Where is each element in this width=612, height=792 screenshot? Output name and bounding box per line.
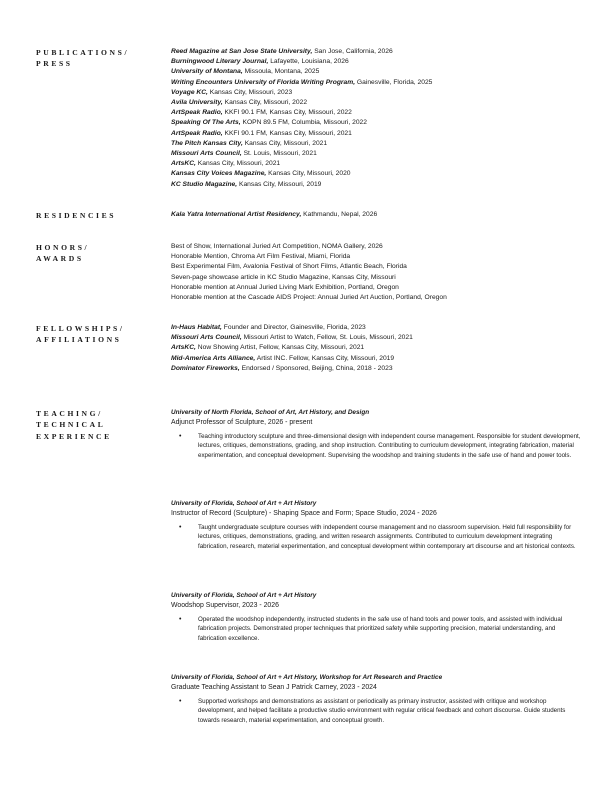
bullet-icon: • [179,524,182,531]
list-item [171,149,581,159]
job-description: • Operated the woodshop independently, instructed students in the safe use of hand tools and power tools, and assisted with individual fabrication projects. Demonstrated proper techniques that prioritized safety while supporting precision, material understanding, and fabrication excellence. [179,616,563,642]
item-venue: KC Studio Magazine, [171,180,238,188]
section-label: RESIDENCIES [36,211,117,220]
list-item [171,323,581,333]
job-organization: University of Florida, School of Art + Art History [171,500,317,507]
job-entry [171,499,581,551]
job-entry [171,591,581,643]
list-item: Best of Show, International Juried Art Competition, NOMA Gallery, 2026 [171,243,383,250]
job-description: • Teaching introductory sculpture and three-dimensional design with independent course management. Responsible for student development, lectures, critiques, demonstrations, grading, and shop instruction. Contributing to curriculum development, integrating fabrication, material experimentation, and conceptual development. Supervising the woodshop and training students in the safe use of hand and power tools. [179,433,581,459]
item-venue: ArtsKC, [171,344,196,352]
residency-list [171,210,581,220]
item-venue: Writing Encounters University of Florida Writing Program, [171,78,356,86]
list-item [171,169,581,179]
item-venue: ArtSpeak Radio, [171,109,223,117]
job-description: • Taught undergraduate sculpture courses with independent course management and no classroom supervision. Held full responsibility for lectures, critiques, demonstrations, grading, and written research assignments. Contributed to curriculum development integrating fabrication, research, material experimentation, and conceptual development within contemporary art discourse and art historical contexts. [179,524,576,550]
list-item [171,47,581,57]
item-detail: Endorsed / Sponsored, Beijing, China, 2018 - 2023 [239,364,393,372]
list-item [171,67,581,77]
item-venue: Voyage KC, [171,88,208,96]
job-role: Graduate Teaching Assistant to Sean J Patrick Carney, 2023 - 2024 [171,684,377,691]
list-item [171,364,581,374]
list-item [171,57,581,67]
item-detail: Missouri Artist to Watch, Fellow, St. Louis, Missouri, 2021 [241,334,413,342]
list-item [171,129,581,139]
list-item: Seven-page showcase article in KC Studio Magazine, Kansas City, Missouri [171,273,396,281]
job-description: • Supported workshops and demonstrations as assistant or periodically as primary instructor, assisted with critique and workshop development, and helped facilitate a productive studio environment with regular critical feedback and cohort discourse. Guide students towards research, material experimentation, and conceptual growth. [179,698,566,724]
item-detail: Kansas City, Missouri, 2019 [237,180,322,188]
bullet-icon: • [179,616,182,623]
item-detail: San Jose, California, 2026 [312,48,393,55]
item-venue: In-Haus Habitat, [171,324,222,331]
list-item [171,180,581,190]
list-item [171,159,581,169]
bullet-icon: • [179,698,182,705]
item-venue: Avila University, [171,99,223,107]
item-venue: Missouri Arts Council, [171,334,242,342]
item-venue: The Pitch Kansas City, [171,139,243,147]
item-venue: ArtsKC, [171,160,196,168]
item-venue: University of Montana, [171,68,243,76]
item-venue: Kansas City Voices Magazine, [171,170,267,178]
item-detail: St. Louis, Missouri, 2021 [241,150,317,158]
list-item [171,118,581,128]
item-venue: Kala Yatra International Artist Residency, [171,211,302,218]
list-item [171,88,581,98]
job-organization: University of Florida, School of Art + Art History, Workshop for Art Research and Practice [171,674,443,681]
job-organization: University of North Florida, School of Art, Art History, and Design [171,409,370,416]
job-role: Woodshop Supervisor, 2023 - 2026 [171,602,279,609]
item-venue: Dominator Fireworks, [171,364,240,372]
list-item: Honorable Mention, Chroma Art Film Festival, Miami, Florida [171,253,351,261]
item-venue: ArtSpeak Radio, [171,129,223,137]
list-item: Honorable mention at the Cascade AIDS Project: Annual Juried Art Auction, Portland, Oregon [171,294,447,302]
list-item [171,354,581,364]
item-venue: Burningwood Literary Journal, [171,58,269,66]
list-item: Best Experimental Film, Avalonia Festival of Short Films, Atlantic Beach, Florida [171,263,407,271]
item-detail: Gainesville, Florida, 2025 [355,78,433,86]
item-venue: Missouri Arts Council, [171,150,242,158]
list-item [171,98,581,108]
item-detail: Kathmandu, Nepal, 2026 [301,211,378,218]
list-item [171,108,581,118]
item-detail: Kansas City, Missouri, 2020 [266,170,351,178]
list-item [171,139,581,149]
item-venue: Speaking Of The Arts, [171,119,241,127]
fellowship-list [171,323,581,374]
job-role: Adjunct Professor of Sculpture, 2026 - present [171,419,313,426]
section-label: TEACHING/ TECHNICAL EXPERIENCE [36,409,112,441]
section-label: PUBLICATIONS/ PRESS [36,48,130,69]
item-detail: Kansas City, Missouri, 2022 [222,99,308,107]
publication-list [171,47,581,190]
item-detail: Artist INC. Fellow, Kansas City, Missouri, 2019 [255,354,395,362]
section-label: HONORS/ AWARDS [36,243,90,264]
item-detail: Now Showing Artist, Fellow, Kansas City, Missouri, 2021 [195,344,365,352]
list-item [171,210,581,220]
bullet-icon: • [179,433,182,440]
item-detail: Missoula, Montana, 2025 [242,68,320,76]
section-label: FELLOWSHIPS/ AFFILIATIONS [36,324,125,345]
list-item [171,78,581,88]
item-detail: KOPN 89.5 FM, Columbia, Missouri, 2022 [240,119,367,127]
item-detail: Founder and Director, Gainesville, Florida, 2023 [221,324,366,331]
item-venue: Mid-America Arts Alliance, [171,354,256,362]
list-item [171,343,581,353]
honors-list [171,242,581,303]
item-detail: Kansas City, Missouri, 2023 [207,88,293,96]
item-venue: Reed Magazine at San Jose State University, [171,48,313,55]
item-detail: Lafayette, Louisiana, 2026 [268,58,349,66]
list-item: Honorable mention at Annual Juried Living Mark Exhibition, Portland, Oregon [171,283,399,291]
item-detail: KKFI 90.1 FM, Kansas City, Missouri, 2022 [222,109,352,117]
list-item [171,333,581,343]
item-detail: Kansas City, Missouri, 2021 [195,160,281,168]
job-entry [171,673,581,725]
job-entry [171,408,581,460]
job-organization: University of Florida, School of Art + Art History [171,592,317,599]
item-detail: Kansas City, Missouri, 2021 [242,139,328,147]
item-detail: KKFI 90.1 FM, Kansas City, Missouri, 2021 [222,129,352,137]
job-role: Instructor of Record (Sculpture) - Shaping Space and Form; Space Studio, 2024 - 2026 [171,510,437,517]
